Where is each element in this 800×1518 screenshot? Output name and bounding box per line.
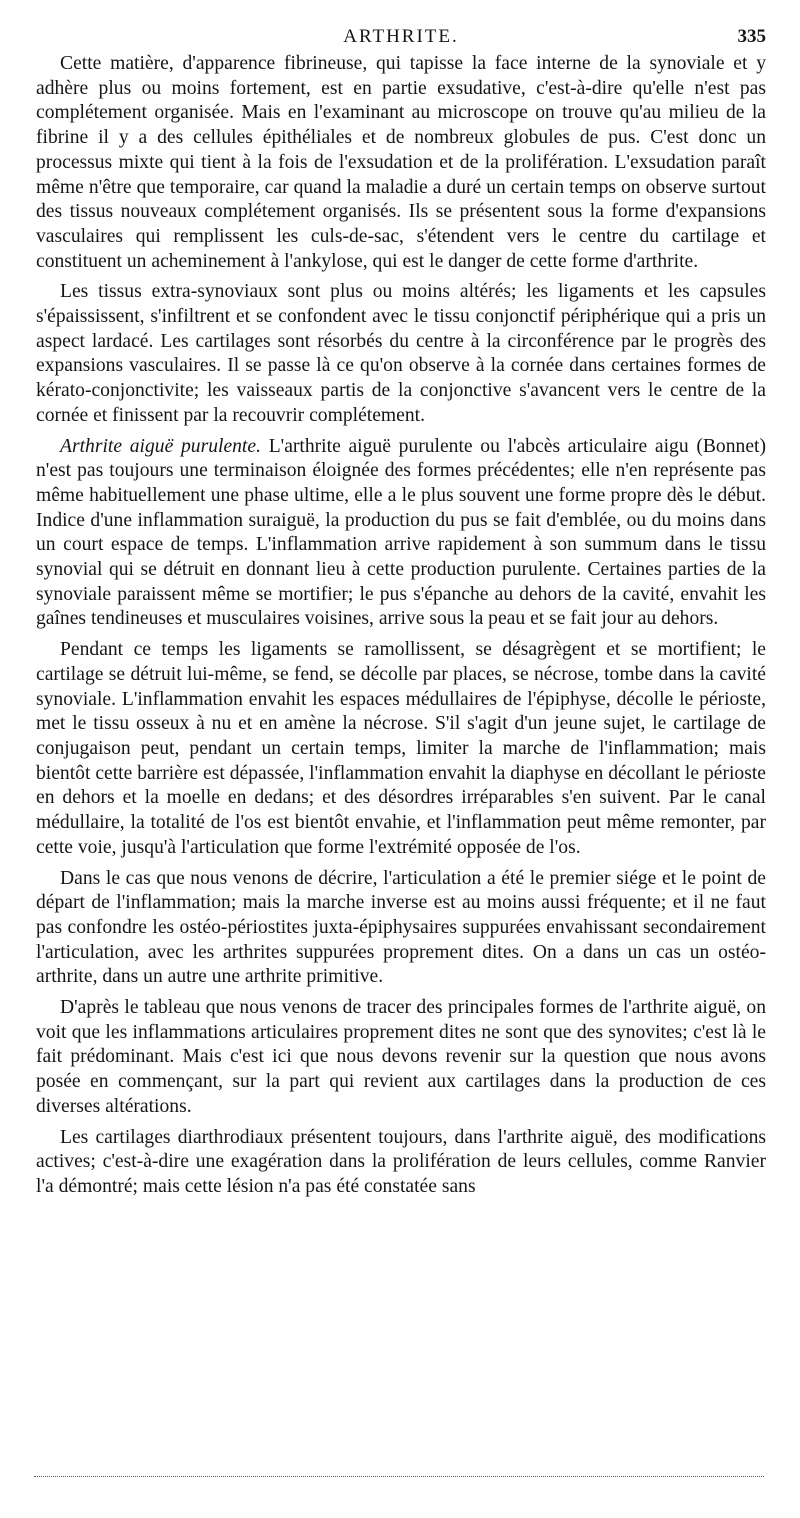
paragraph-7 [36,1126,766,1200]
section-heading: Arthrite aiguë purulente. [60,435,261,457]
footer-dotted-rule [34,1476,764,1477]
paragraph-text: Dans le cas que nous venons de décrire, l'articulation a été le premier siége et le point de départ de l'inflammation; mais la marche inverse est au moins aussi fréquente; et il ne faut pas confondre les ostéo-périostites juxta-épiphysaires suppurées envahissant secondairement l'articulation, avec les arthrites suppurées proprement dites. On a dans un cas un ostéo-arthrite, dans un autre une arthrite primitive. [36,867,766,988]
page-header [36,22,766,52]
document-page [36,22,766,1200]
paragraph-text: Pendant ce temps les ligaments se ramollissent, se désagrègent et se mortifient; le cartilage se détruit lui-même, se fend, se décolle par places, se nécrose, tombe dans la cavité synoviale. L'inflammation envahit les espaces médullaires de l'épiphyse, décolle le périoste, met le tissu osseux à nu et en amène la nécrose. S'il s'agit d'un jeune sujet, le cartilage de conjugaison peut, pendant un certain temps, limiter la marche de l'inflammation; mais bientôt cette barrière est dépassée, l'inflammation envahit la diaphyse en décollant le périoste en dehors et la moelle en dedans; et des désordres irréparables s'en suivent. Par le canal médullaire, la totalité de l'os est bientôt envahie, et l'inflammation peut même remonter, par cette voie, jusqu'à l'articulation que forme l'extrémité opposée de l'os. [36,639,766,858]
paragraph-text: Les cartilages diarthrodiaux présentent toujours, dans l'arthrite aiguë, des modifications actives; c'est-à-dire une exagération dans la prolifération de leurs cellules, comme Ranvier l'a démontré; mais cette lésion n'a pas été constatée sans [36,1126,766,1197]
paragraph-3 [36,435,766,633]
paragraph-text: L'arthrite aiguë purulente ou l'abcès articulaire aigu (Bonnet) n'est pas toujours une terminaison éloignée des formes précédentes; elle n'en représente pas même habituellement une phase ultime, elle a le plus souvent une forme propre dès le début. Indice d'une inflammation suraiguë, la production du pus se fait d'emblée, ou du moins dans un court espace de temps. L'inflammation arrive rapidement à son summum dans le tissu synovial qui se détruit en donnant lieu à cette production purulente. Certaines parties de la synoviale paraissent même se mortifier; le pus s'épanche au dehors de la cavité, envahit les gaînes tendineuses et musculaires voisines, arrive sous la peau et se fait jour au dehors. [36,435,766,630]
running-title: ARTHRITE. [343,26,459,47]
paragraph-1 [36,52,766,274]
paragraph-4 [36,638,766,860]
paragraph-2 [36,280,766,428]
paragraph-text: Les tissus extra-synoviaux sont plus ou moins altérés; les ligaments et les capsules s'épaississent, s'infiltrent et se confondent avec le tissu conjonctif périphérique qui a pris un aspect lardacé. Les cartilages sont résorbés du centre à la circonférence par le progrès des expansions vasculaires. Il se passe là ce qu'on observe à la cornée dans certaines formes de kérato-conjonctivite; les vaisseaux partis de la conjonctive s'avancent vers le centre de la cornée et finissent par la recouvrir complétement. [36,281,766,426]
paragraph-6 [36,996,766,1120]
page-number: 335 [737,26,766,47]
paragraph-text: D'après le tableau que nous venons de tracer des principales formes de l'arthrite aiguë, on voit que les inflammations articulaires proprement dites ne sont que des synovites; c'est là le fait prédominant. Mais c'est ici que nous devons revenir sur la question que nous avons posée en commençant, sur la part qui revient aux cartilages dans la production de ces diverses altérations. [36,997,766,1117]
paragraph-text: Cette matière, d'apparence fibrineuse, qui tapisse la face interne de la synoviale et y adhère plus ou moins fortement, est en partie exsudative, c'est-à-dire qu'elle n'est pas complétement organisée. Mais en l'examinant au microscope on trouve qu'au milieu de la fibrine il y a des cellules épithéliales et de nombreux globules de pus. C'est donc un processus mixte qui tient à la fois de l'exsudation et de la prolifération. L'exsudation paraît même n'être que temporaire, car quand la maladie a duré un certain temps on observe surtout des tissus nouveaux complétement organisés. Ils se présentent sous la forme d'expansions vasculaires qui remplissent les culs-de-sac, s'étendent vers le centre du cartilage et constituent un acheminement à l'ankylose, qui est le danger de cette forme d'arthrite. [36,53,766,272]
paragraph-5 [36,867,766,991]
